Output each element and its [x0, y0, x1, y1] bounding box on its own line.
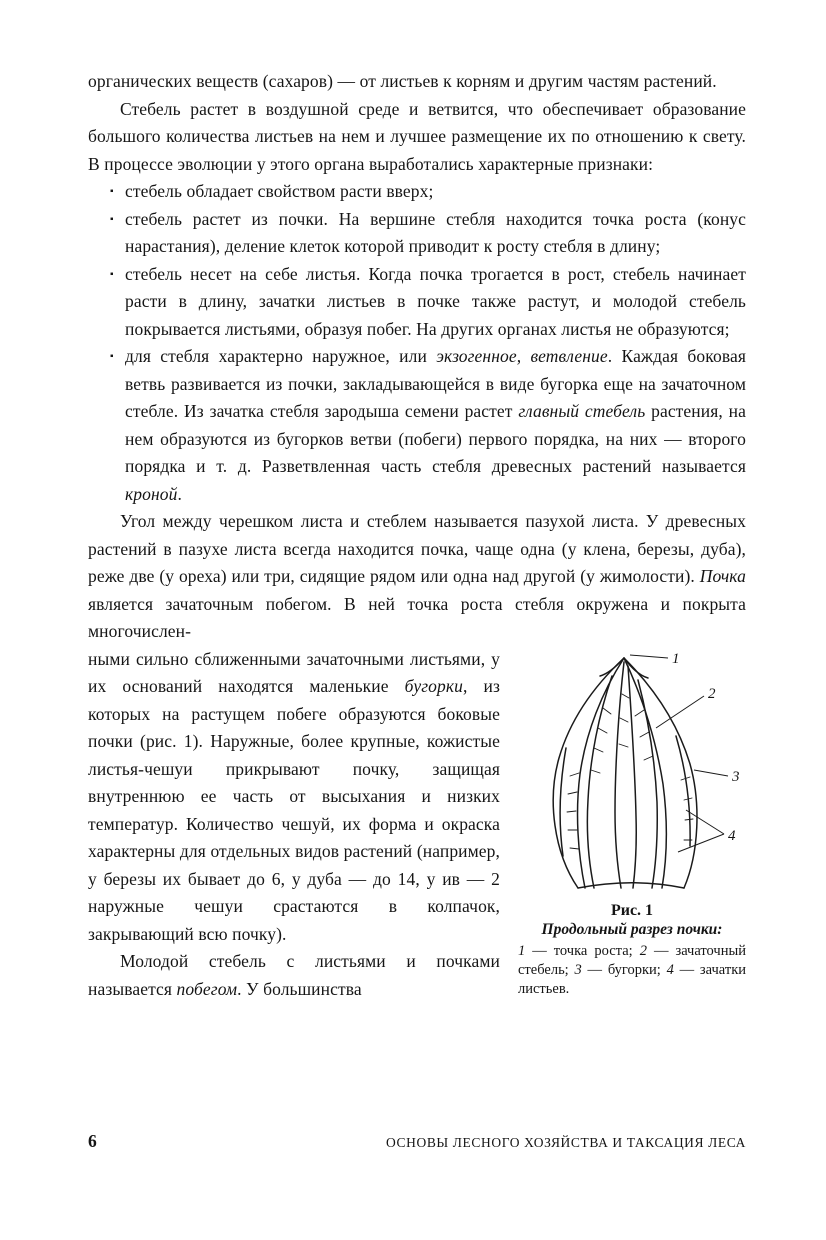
list-item: [88, 261, 746, 344]
list-item-text: для стебля характерно наружное, или экзогенное, ветвление. Каждая боковая ветвь развивается из почки, закладывающейся в виде бугорка еще на зачаточном стебле. Из зачатка стебля зародыша семени растет главный стебель растения, на нем образуются из бугорков ветви (побеги) первого порядка, на них — второго порядка и т. д. Разветвленная часть стебля древесных растений называется кроной.: [125, 346, 746, 504]
bud-callout-3: 3: [732, 768, 740, 785]
text-and-figure-section: [88, 646, 746, 1004]
paragraph-bud-full-width: Угол между черешком листа и стеблем называется пазухой листа. У древесных растений в пазухе листа всегда находится почка, чаще одна (у клена, березы, дуба), реже две (у ореха) или три, сидящие рядом или одна над другой (у жимолости). Почка является зачаточным побегом. В ней точка роста стебля окружена и покрыта многочислен-: [88, 511, 746, 641]
list-item: [88, 343, 746, 508]
list-item: [88, 178, 746, 206]
list-item-text: стебель растет из почки. На вершине стебля находится точка роста (конус нарастания), деление клеток которой приводит к росту стебля в длину;: [125, 208, 746, 256]
page-number: 6: [88, 1131, 97, 1151]
list-item-text: стебель несет на себе листья. Когда почка трогается в рост, стебель начинает расти в длину, зачатки листьев в почке также растут, и молодой стебель покрывается листьями, образуя побег. На других органах листья не образуются;: [125, 263, 746, 339]
bud-outline: [553, 658, 697, 888]
figure-label: Рис. 1: [610, 901, 654, 919]
paragraph-shoot: Молодой стебель с листьями и почками называется побегом. У большинства: [88, 951, 500, 999]
square-bullet-icon: ▪: [110, 213, 114, 225]
bullet-list: [88, 178, 746, 508]
bud-callout-2: 2: [708, 685, 716, 702]
square-bullet-icon: ▪: [110, 268, 114, 280]
bud-hatching: [567, 694, 693, 849]
figure-caption: 1 — точка роста; 2 — зачаточный стебель; 3 — бугорки; 4 — зачатки листьев.: [518, 942, 747, 997]
paragraph-intro-tail: органических веществ (сахаров) — от листьев к корням и другим частям растений.: [88, 71, 717, 91]
bud-callout-4: 4: [728, 827, 736, 844]
bud-longitudinal-section-drawing: [518, 648, 746, 896]
paragraph-bud-continuation: ными сильно сближенными зачаточными листьями, у их оснований находятся маленькие бугорки, из которых на растущем побеге образуются боковые почки (рис. 1). Наружные, более крупные, кожистые листья-чешуи прикрывают почку, защищая внутреннюю ее часть от высыхания и низких температур. Количество чешуй, их форма и окраска характерны для отдельных видов растений (например, у березы их бывает до 6, у дуба — до 14, у ив — 2 наружные чешуи срастаются в колпачок, закрывающий всю почку).: [88, 648, 500, 944]
running-title: ОСНОВЫ ЛЕСНОГО ХОЗЯЙСТВА И ТАКСАЦИЯ ЛЕСА: [386, 1135, 746, 1150]
figure-leader-lines: [630, 655, 728, 852]
paragraph-stem: Стебель растет в воздушной среде и ветвится, что обеспечивает образование большого количества листьев на нем и лучшее размещение их по отношению к свету. В процессе эволюции у этого органа выработались характерные признаки:: [88, 98, 746, 174]
figure-caption-title: Продольный разрез почки:: [541, 920, 723, 938]
figure-bud-section: [518, 646, 746, 1004]
square-bullet-icon: ▪: [110, 351, 114, 362]
square-bullet-icon: ▪: [110, 186, 114, 197]
bud-callout-1: 1: [672, 650, 680, 667]
page-footer: [88, 1131, 746, 1152]
list-item-text: стебель обладает свойством расти вверх;: [125, 181, 434, 201]
wrapped-text-column: [88, 646, 500, 1004]
page-body: [88, 68, 746, 1003]
list-item: [88, 206, 746, 261]
